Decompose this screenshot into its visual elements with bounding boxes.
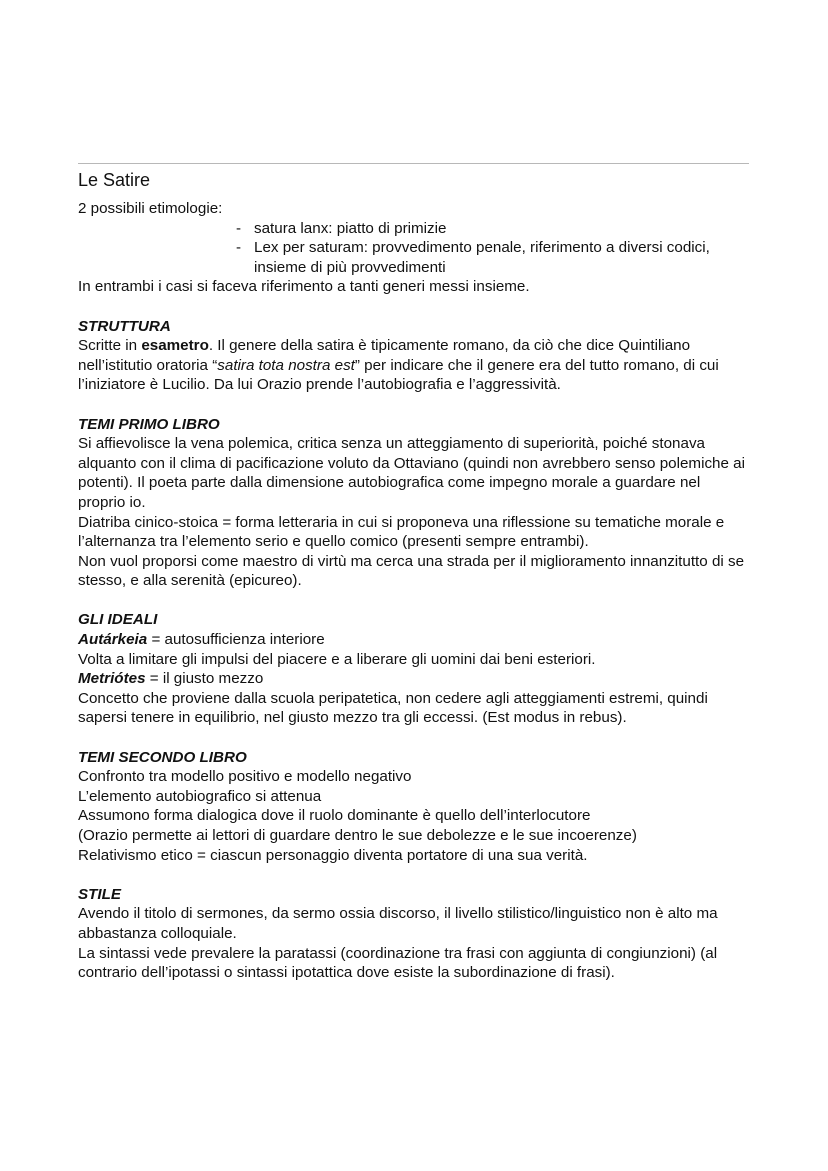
etymology-label: 2 possibili etimologie: (78, 200, 223, 217)
intro-summary: In entrambi i casi si faceva riferimento a tanti generi messi insieme. (78, 278, 530, 296)
paragraph: Avendo il titolo di sermones, da sermo ossia discorso, il livello stilistico/linguistico non è alto ma abbastanza colloquiale. (78, 905, 718, 942)
text-line: (Orazio permette ai lettori di guardare dentro le sue debolezze e le sue incoerenze) (78, 827, 637, 844)
section-stile (78, 885, 750, 983)
document-body (78, 199, 750, 983)
paragraph: Diatriba cinico-stoica = forma letteraria in cui si proponeva una riflessione su tematiche morale e l’alternanza tra l’elemento serio e quello comico (presenti sempre entrambi). (78, 513, 725, 551)
bullet-dash: - (236, 219, 242, 237)
list-item-text: satura lanx: piatto di primizie (254, 219, 447, 237)
text-run: . Il genere della satira è tipicamente romano, da ciò che dice Quintiliano nell’istitutio oratoria “ (78, 337, 691, 374)
text-line: L’elemento autobiografico si attenua (78, 787, 322, 805)
section-heading: TEMI SECONDO LIBRO (78, 748, 247, 766)
section-heading: GLI IDEALI (78, 611, 158, 629)
paragraph: La sintassi vede prevalere la paratassi (coordinazione tra frasi con aggiunta di congiunzioni) (al contrario dell’ipotassi o sintassi ipotattica dove esiste la subordinazione di frasi). (78, 944, 718, 982)
list-item (236, 219, 750, 239)
list-item-text: Lex per saturam: provvedimento penale, riferimento a diversi codici, insieme di più provvedimenti (254, 239, 710, 276)
term: Metriótes (78, 670, 146, 688)
definition-line (78, 630, 750, 650)
section-gli-ideali (78, 610, 750, 728)
text-line: Relativismo etico = ciascun personaggio diventa portatore di una sua verità. (78, 846, 588, 864)
definition: = il giusto mezzo (145, 670, 264, 688)
italic-quote: satira tota nostra est (217, 356, 355, 374)
text-run: Scritte in (78, 337, 142, 355)
header-divider (78, 163, 749, 164)
definition-line (78, 669, 750, 689)
text-run: ” per indicare che il genere era del tutto romano, di cui l’iniziatore è Lucilio. Da lui Orazio prende l’autobiografia e l’aggressività. (78, 356, 719, 394)
bullet-dash: - (236, 239, 242, 257)
list-item (236, 238, 750, 277)
section-temi-secondo-libro (78, 748, 750, 866)
page-title: Le Satire (78, 170, 151, 190)
etymology-list (78, 219, 750, 278)
text-line: Assumono forma dialogica dove il ruolo dominante è quello dell’interlocutore (78, 807, 591, 825)
definition: = autosufficienza interiore (147, 631, 325, 649)
term: Autárkeia (78, 631, 148, 649)
paragraph: Si affievolisce la vena polemica, critica senza un atteggiamento di superiorità, poiché stonava alquanto con il clima di pacificazione voluto da Ottaviano (quindi non avrebbero senso polemiche ai potenti). Il poeta parte dalla dimensione autobiografica come impegno morale a guardare nel proprio io. (78, 435, 745, 511)
section-struttura (78, 317, 750, 395)
section-heading: TEMI PRIMO LIBRO (78, 415, 220, 433)
text-line: Confronto tra modello positivo e modello negativo (78, 768, 412, 786)
bold-term: esametro (141, 337, 209, 355)
paragraph: Concetto che proviene dalla scuola peripatetica, non cedere agli atteggiamenti estremi, quindi sapersi tenere in equilibrio, nel giusto mezzo tra gli eccessi. (Est modus in rebus). (78, 689, 708, 727)
paragraph: Volta a limitare gli impulsi del piacere e a liberare gli uomini dai beni esteriori. (78, 650, 596, 668)
section-temi-primo-libro (78, 415, 750, 591)
section-heading: STILE (78, 885, 122, 903)
section-heading: STRUTTURA (78, 317, 171, 335)
struttura-paragraph (78, 336, 750, 395)
paragraph: Non vuol proporsi come maestro di virtù ma cerca una strada per il miglioramento innanzitutto di se stesso, e alla serenità (epicureo). (78, 552, 745, 590)
